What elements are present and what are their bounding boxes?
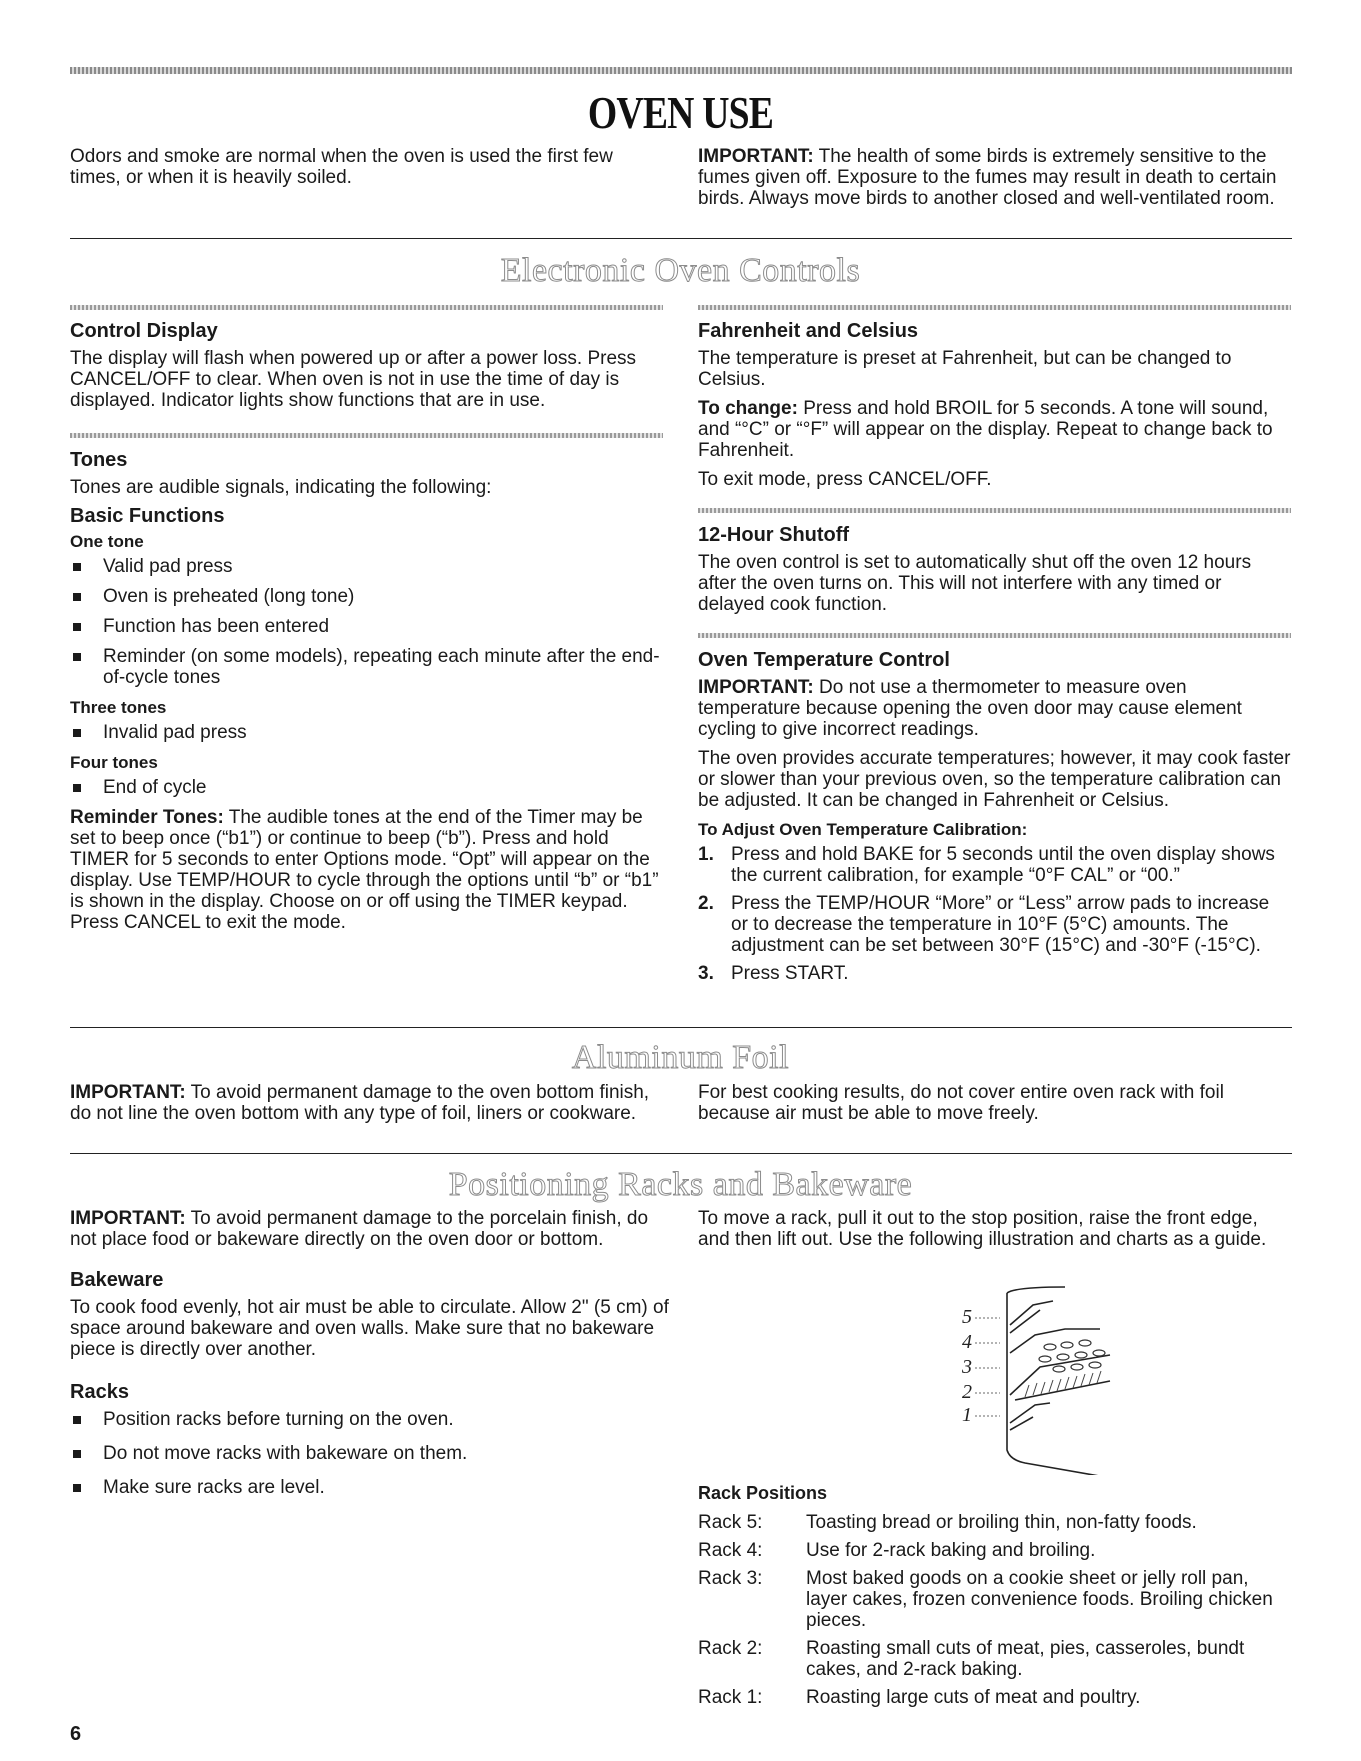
foil-important xyxy=(70,1082,650,1124)
rack-position-label: 3 xyxy=(962,1356,972,1378)
birds-warning xyxy=(698,146,1288,209)
step-text: Press the TEMP/HOUR “More” or “Less” arrow pads to increase or to decrease the temperature in 10°F (5°C) amounts. The adjustment can be set between 30°F (15°C) and -30°F (-15°C). xyxy=(731,893,1270,956)
page-title: OVEN USE xyxy=(587,87,774,138)
rack-use-text: Toasting bread or broiling thin, non-fatty foods. xyxy=(806,1512,1197,1533)
rack-position-row xyxy=(698,1540,1291,1561)
step-number: 2. xyxy=(698,893,714,914)
dotted-divider xyxy=(698,633,1291,638)
to-change-text: Press and hold BROIL for 5 seconds. A tone will sound, and “°C” or “°F” will appear on the display. Repeat to change back to Fahrenheit. xyxy=(698,398,1273,461)
important-label: IMPORTANT: xyxy=(70,1082,186,1103)
control-display-text: The display will flash when powered up or after a power loss. Press CANCEL/OFF to clear. When oven is not in use the time of day is displayed. Indicator lights show functions that are in use. xyxy=(70,348,637,411)
dotted-divider xyxy=(698,508,1291,513)
racks-right-column xyxy=(698,1208,1291,1258)
tones-text: Tones are audible signals, indicating the following: xyxy=(70,477,492,498)
foil-right-text: For best cooking results, do not cover entire oven rack with foil because air must be able to move freely. xyxy=(698,1082,1224,1124)
foil-important-text: To avoid permanent damage to the oven bottom finish, do not line the oven bottom with any type of foil, liners or cookware. xyxy=(70,1082,650,1124)
rack-position-label: 5 xyxy=(962,1306,972,1328)
electronic-left-column xyxy=(70,321,663,941)
racks-important xyxy=(70,1208,670,1250)
step-item xyxy=(698,963,1291,984)
list-item: End of cycle xyxy=(70,777,663,798)
section-heading-foil: Aluminum Foil xyxy=(571,1039,790,1076)
control-display-heading: Control Display xyxy=(70,320,218,342)
list-item: Invalid pad press xyxy=(70,722,663,743)
shutoff-text: The oven control is set to automatically shut off the oven 12 hours after the oven turns on. This will not interfere with any timed or delayed cook function. xyxy=(698,552,1252,615)
four-tones-heading: Four tones xyxy=(70,753,158,772)
step-number: 3. xyxy=(698,963,714,984)
rack-use-text: Roasting large cuts of meat and poultry. xyxy=(806,1687,1141,1708)
reminder-tones-text: The audible tones at the end of the Timer may be set to beep once (“b1”) or continue to beep (“b”). Press and hold TIMER for 5 seconds to enter Options mode. “Opt” will appear on the display. Use TEMP/HOUR to cycle through the options until “b” or “b1” is shown in the display. Choose on or off using the TIMER keypad. Press CANCEL to exit the mode. xyxy=(70,807,659,933)
rack-use-text: Roasting small cuts of meat, pies, casseroles, bundt cakes, and 2-rack baking. xyxy=(806,1638,1245,1680)
list-item: Make sure racks are level. xyxy=(70,1477,670,1498)
list-item: Reminder (on some models), repeating each minute after the end-of-cycle tones xyxy=(70,646,663,688)
rack-position-row xyxy=(698,1638,1291,1680)
section-rule xyxy=(70,238,1292,239)
rack-position-label: 1 xyxy=(962,1404,972,1426)
dotted-divider xyxy=(698,305,1291,310)
adjust-calibration-heading: To Adjust Oven Temperature Calibration: xyxy=(698,820,1028,839)
calibration-steps xyxy=(698,844,1291,984)
shutoff-heading: 12-Hour Shutoff xyxy=(698,524,850,546)
rack-position-row xyxy=(698,1687,1291,1708)
step-item xyxy=(698,844,1291,886)
to-change-label: To change: xyxy=(698,398,798,419)
step-text: Press and hold BAKE for 5 seconds until the oven display shows the current calibration, for example “0°F CAL” or “00.” xyxy=(731,844,1275,886)
rack-label: Rack 2: xyxy=(698,1638,763,1659)
one-tone-heading: One tone xyxy=(70,532,144,551)
dotted-divider xyxy=(70,433,663,438)
list-item: Function has been entered xyxy=(70,616,663,637)
foil-right xyxy=(698,1082,1288,1132)
page-number: 6 xyxy=(70,1723,82,1745)
racks-left-column xyxy=(70,1208,670,1507)
rack-position-label: 4 xyxy=(962,1331,972,1353)
section-heading-racks: Positioning Racks and Bakeware xyxy=(448,1166,913,1203)
rack-position-label: 2 xyxy=(962,1381,972,1403)
important-label: IMPORTANT: xyxy=(70,1208,186,1229)
temp-control-important-text: Do not use a thermometer to measure oven temperature because opening the oven door may cause element cycling to give incorrect readings. xyxy=(698,677,1242,740)
intro-odors-text: Odors and smoke are normal when the oven is used the first few times, or when it is heavily soiled. xyxy=(70,146,613,188)
rack-positions-heading: Rack Positions xyxy=(698,1483,828,1503)
section-heading-electronic: Electronic Oven Controls xyxy=(500,252,861,289)
rack-position-row xyxy=(698,1512,1291,1533)
bakeware-text: To cook food evenly, hot air must be able to circulate. Allow 2" (5 cm) of space around bakeware and oven walls. Make sure that no bakeware piece is directly over another. xyxy=(70,1297,669,1360)
basic-functions-heading: Basic Functions xyxy=(70,505,225,527)
three-tones-list xyxy=(70,722,663,743)
tones-heading: Tones xyxy=(70,449,128,471)
rack-use-text: Most baked goods on a cookie sheet or jelly roll pan, layer cakes, frozen convenience foods. Broiling chicken pieces. xyxy=(806,1568,1273,1631)
temp-control-text: The oven provides accurate temperatures; however, it may cook faster or slower than your previous oven, so the temperature calibration can be adjusted. It can be changed in Fahrenheit or Celsius. xyxy=(698,748,1291,811)
reminder-tones-label: Reminder Tones: xyxy=(70,807,224,828)
rack-label: Rack 1: xyxy=(698,1687,763,1708)
electronic-right-column xyxy=(698,321,1291,991)
temp-control-important xyxy=(698,677,1291,740)
step-text: Press START. xyxy=(731,963,849,984)
rack-use-text: Use for 2-rack baking and broiling. xyxy=(806,1540,1096,1561)
intro-right xyxy=(698,146,1288,217)
fahrenheit-celsius-heading: Fahrenheit and Celsius xyxy=(698,320,919,342)
list-item: Oven is preheated (long tone) xyxy=(70,586,663,607)
rack-position-row xyxy=(698,1568,1291,1631)
foil-left xyxy=(70,1082,650,1132)
list-item: Valid pad press xyxy=(70,556,663,577)
list-item: Position racks before turning on the oven. xyxy=(70,1409,670,1430)
important-label: IMPORTANT: xyxy=(698,677,814,698)
important-label: IMPORTANT: xyxy=(698,146,814,167)
reminder-tones-paragraph xyxy=(70,807,663,933)
move-rack-text: To move a rack, pull it out to the stop position, raise the front edge, and then lift out. Use the following illustration and charts as a guide. xyxy=(698,1208,1267,1250)
exit-mode-text: To exit mode, press CANCEL/OFF. xyxy=(698,469,992,490)
rack-label: Rack 4: xyxy=(698,1540,763,1561)
one-tone-list xyxy=(70,556,663,688)
dotted-divider xyxy=(70,305,663,310)
three-tones-heading: Three tones xyxy=(70,698,167,717)
racks-heading: Racks xyxy=(70,1381,129,1403)
bakeware-heading: Bakeware xyxy=(70,1269,164,1291)
racks-list xyxy=(70,1409,670,1498)
racks-important-text: To avoid permanent damage to the porcelain finish, do not place food or bakeware directly on the oven door or bottom. xyxy=(70,1208,649,1250)
rack-positions xyxy=(698,1483,1291,1715)
rack-positions-diagram xyxy=(955,1285,1115,1475)
to-change-paragraph xyxy=(698,398,1291,461)
section-rule xyxy=(70,1153,1292,1154)
rack-label: Rack 3: xyxy=(698,1568,763,1589)
intro-left xyxy=(70,146,650,196)
list-item: Do not move racks with bakeware on them. xyxy=(70,1443,670,1464)
temp-control-heading: Oven Temperature Control xyxy=(698,649,950,671)
birds-warning-text: The health of some birds is extremely sensitive to the fumes given off. Exposure to the fumes may result in death to certain birds. Always move birds to another closed and well-ventilated room. xyxy=(698,146,1277,209)
section-rule xyxy=(70,1027,1292,1028)
four-tones-list xyxy=(70,777,663,798)
fahrenheit-text: The temperature is preset at Fahrenheit, but can be changed to Celsius. xyxy=(698,348,1232,390)
top-decorative-bar xyxy=(70,67,1292,74)
rack-label: Rack 5: xyxy=(698,1512,763,1533)
step-item xyxy=(698,893,1291,956)
step-number: 1. xyxy=(698,844,714,865)
